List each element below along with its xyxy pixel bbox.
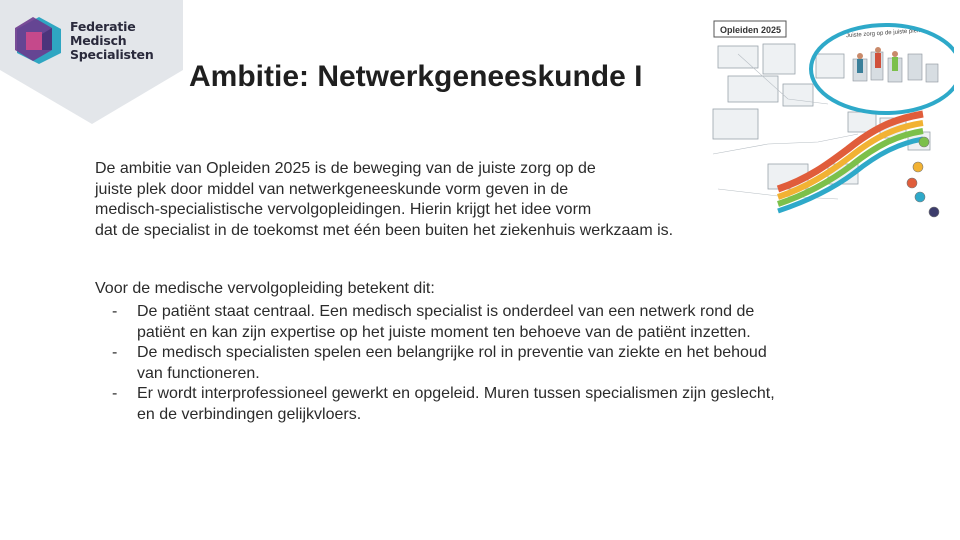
bullet-dash: - — [112, 385, 118, 402]
bullet-item — [112, 384, 775, 425]
bullet-line: De patiënt staat centraal. Een medisch specialist is onderdeel van een netwerk rond de — [137, 303, 755, 320]
bullet-line: van functioneren. — [137, 364, 260, 382]
illustration-badge: Opleiden 2025 — [720, 25, 782, 35]
lead-line: Voor de medische vervolgopleiding betekent dit: — [95, 280, 435, 297]
illustration-banner: Juiste zorg op de juiste plek — [845, 28, 921, 40]
bullet-item — [112, 302, 775, 343]
intro-line: juiste plek door middel van netwerkgeneeskunde vorm geven in de — [95, 180, 569, 198]
intro-line: De ambitie van Opleiden 2025 is de beweging van de juiste zorg op de — [95, 160, 596, 177]
logo-hexagon-icon — [14, 16, 64, 64]
bullet-line: De medisch specialisten spelen een belangrijke rol in preventie van ziekte en het behoud — [137, 344, 767, 361]
lead-paragraph — [95, 279, 435, 300]
logo-line: Medisch — [70, 33, 127, 48]
intro-line: dat de specialist in de toekomst met één been buiten het ziekenhuis werkzaam is. — [95, 221, 674, 239]
bullet-list — [112, 302, 775, 425]
logo-wordmark — [70, 20, 154, 62]
bullet-line: patiënt en kan zijn expertise op het juiste moment ten behoeve van de patiënt inzetten. — [137, 323, 751, 341]
logo-line: Specialisten — [70, 47, 154, 62]
intro-line: medisch-specialistische vervolgopleidingen. Hierin krijgt het idee vorm — [95, 201, 592, 218]
bullet-item — [112, 343, 775, 384]
bullet-line: en de verbindingen gelijkvloers. — [137, 405, 362, 423]
opleiden-2025-illustration — [708, 14, 954, 222]
intro-paragraph — [95, 159, 673, 241]
bullet-dash: - — [112, 344, 118, 361]
slide-title: Ambitie: Netwerkgeneeskunde I — [189, 60, 643, 93]
logo-line: Federatie — [70, 19, 136, 34]
bullet-dash: - — [112, 303, 118, 320]
bullet-line: Er wordt interprofessioneel gewerkt en opgeleid. Muren tussen specialismen zijn geslecht, — [137, 385, 775, 402]
